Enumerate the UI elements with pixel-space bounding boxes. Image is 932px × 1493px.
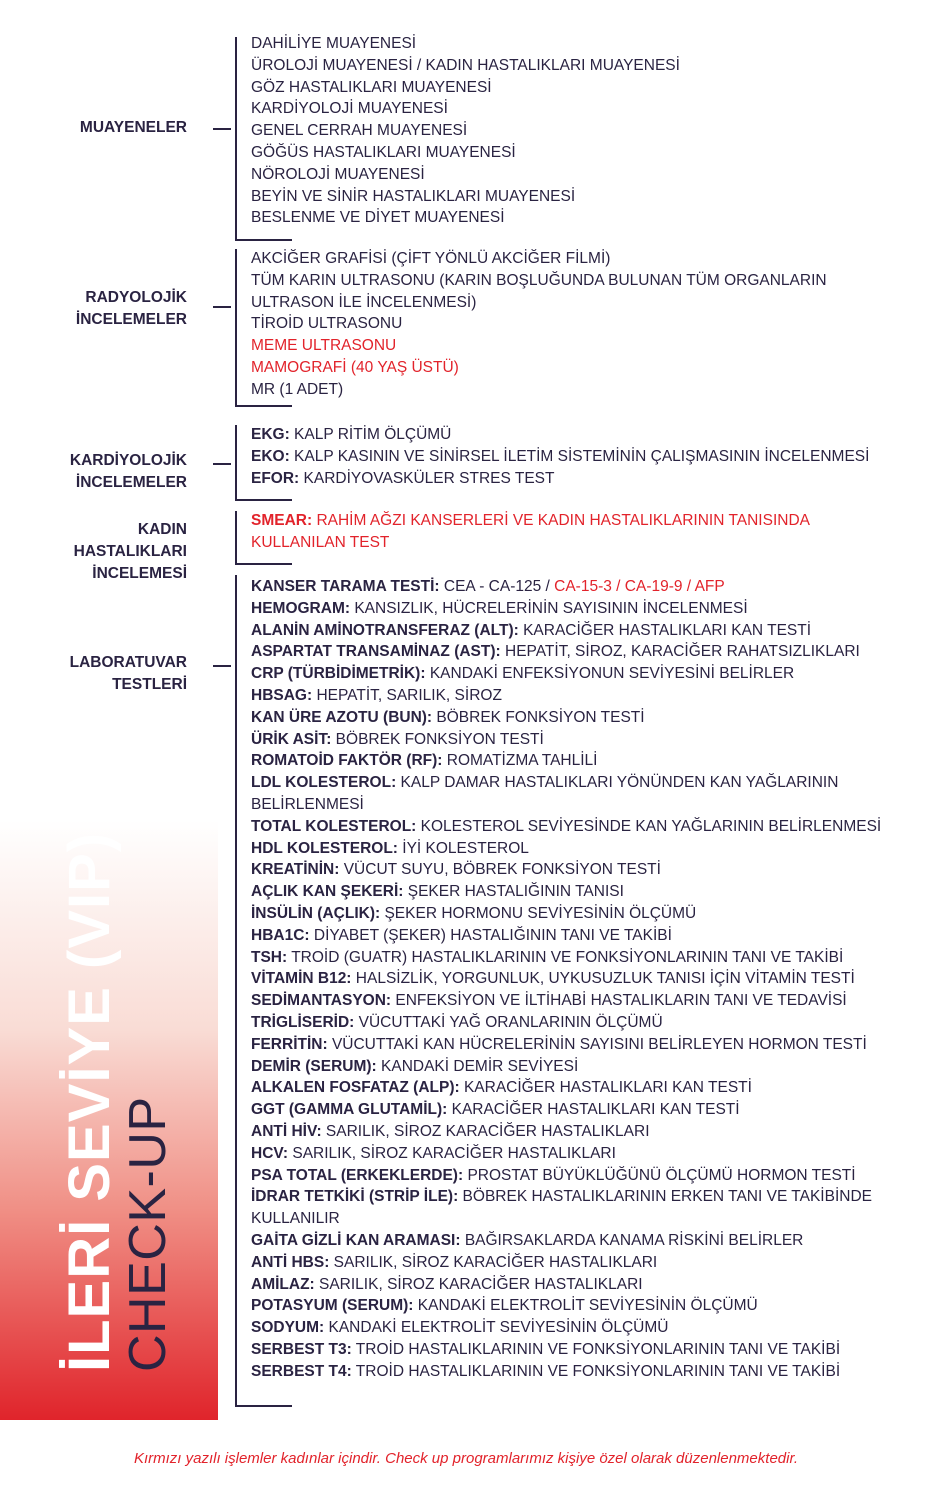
- item-desc: ŞEKER HORMONU SEVİYESİNİN ÖLÇÜMÜ: [380, 904, 697, 922]
- item-term: HCV:: [251, 1144, 289, 1162]
- list-item: [251, 816, 921, 838]
- item-desc: BAĞIRSAKLARDA KANAMA RİSKİNİ BELİRLER: [460, 1231, 804, 1249]
- item-desc: BÖBREK FONKSİYON TESTİ: [331, 730, 544, 748]
- list-item-women: MEME ULTRASONU: [251, 337, 397, 355]
- list-item: [251, 947, 921, 969]
- list-item: BESLENME VE DİYET MUAYENESİ: [251, 209, 505, 227]
- section-label-kardiyoloji: KARDİYOLOJİK İNCELEMELER: [69, 452, 187, 491]
- item-desc: KARACİĞER HASTALIKLARI KAN TESTİ: [447, 1101, 740, 1119]
- item-term: İNSÜLİN (AÇLIK):: [251, 904, 381, 922]
- list-item: [251, 1274, 921, 1296]
- list-item: [251, 1034, 921, 1056]
- item-term: TOTAL KOLESTEROL:: [251, 817, 417, 835]
- banner-title: İLERİ SEVİYE (VIP): [57, 831, 122, 1372]
- item-term: AMİLAZ:: [251, 1275, 315, 1293]
- list-item: [251, 903, 921, 925]
- item-desc: KARACİĞER HASTALIKLARI KAN TESTİ: [459, 1079, 752, 1097]
- list-item: GÖĞÜS HASTALIKLARI MUAYENESİ: [251, 143, 516, 161]
- item-term: TSH:: [251, 948, 288, 966]
- list-item: [251, 1230, 921, 1252]
- list-item-women: MAMOGRAFİ (40 YAŞ ÜSTÜ): [251, 358, 459, 376]
- bracket: [235, 425, 237, 501]
- connector: [213, 128, 231, 130]
- item-term: SEDİMANTASYON:: [251, 992, 392, 1010]
- item-term: POTASYUM (SERUM):: [251, 1297, 414, 1315]
- list-item: [251, 685, 921, 707]
- bracket-end: [235, 405, 292, 407]
- item-desc: SARILIK, SİROZ KARACİĞER HASTALIKLARI: [314, 1275, 643, 1293]
- list-item: ÜROLOJİ MUAYENESİ / KADIN HASTALIKLARI MUAYENESİ: [251, 56, 680, 74]
- item-term: ALKALEN FOSFATAZ (ALP):: [251, 1079, 460, 1097]
- item-term: KAN ÜRE AZOTU (BUN):: [251, 708, 433, 726]
- list-item: [251, 1252, 921, 1274]
- item-term: VİTAMİN B12:: [251, 970, 352, 988]
- item-desc: KANSIZLIK, HÜCRELERİNİN SAYISININ İNCELENMESİ: [350, 599, 748, 617]
- item-desc: KALP DAMAR HASTALIKLARI YÖNÜNDEN KAN YAĞLARININ BELİRLENMESİ: [251, 774, 839, 813]
- section-label-kadin: KADIN HASTALIKLARI İNCELEMESİ: [73, 521, 187, 582]
- item-term: AÇLIK KAN ŞEKERİ:: [251, 883, 404, 901]
- bracket: [235, 249, 237, 407]
- item-desc: TROİD HASTALIKLARININ VE FONKSİYONLARININ TANI VE TAKİBİ: [351, 1362, 841, 1380]
- list-item: [251, 707, 921, 729]
- item-desc: İYİ KOLESTEROL: [397, 839, 529, 857]
- item-desc: VÜCUTTAKİ YAĞ ORANLARININ ÖLÇÜMÜ: [354, 1013, 663, 1031]
- list-item: MR (1 ADET): [251, 380, 344, 398]
- list-radyoloji: [251, 248, 921, 401]
- list-item: GENEL CERRAH MUAYENESİ: [251, 122, 468, 140]
- item-desc: KOLESTEROL SEVİYESİNDE KAN YAĞLARININ BELİRLENMESİ: [416, 817, 882, 835]
- item-desc: SARILIK, SİROZ KARACİĞER HASTALIKLARI: [288, 1144, 616, 1162]
- item-desc: ROMATİZMA TAHLİLİ: [442, 752, 598, 770]
- item-desc: ENFEKSİYON VE İLTİHABİ HASTALIKLARIN TANI VE TEDAVİSİ: [391, 992, 847, 1010]
- item-term: ÜRİK ASİT:: [251, 730, 332, 748]
- item-term: EKO:: [251, 447, 290, 465]
- item-term: FERRİTİN:: [251, 1035, 328, 1053]
- list-item: [251, 925, 921, 947]
- list-item: GÖZ HASTALIKLARI MUAYENESİ: [251, 78, 492, 96]
- item-desc: KARDİYOVASKÜLER STRES TEST: [299, 469, 555, 487]
- list-item: [251, 1186, 921, 1230]
- item-term: KREATİNİN:: [251, 861, 340, 879]
- list-item: [251, 750, 921, 772]
- item-desc: BÖBREK FONKSİYON TESTİ: [432, 708, 645, 726]
- item-desc: HALSİZLİK, YORGUNLUK, UYKUSUZLUK TANISI İÇİN VİTAMİN TESTİ: [351, 970, 855, 988]
- item-desc: TROİD (GUATR) HASTALIKLARININ VE FONKSİYONLARININ TANI VE TAKİBİ: [287, 948, 844, 966]
- list-item: TİROİD ULTRASONU: [251, 315, 403, 333]
- item-term: ANTİ HİV:: [251, 1122, 322, 1140]
- item-term: EFOR:: [251, 469, 300, 487]
- list-item: BEYİN VE SİNİR HASTALIKLARI MUAYENESİ: [251, 187, 576, 205]
- list-item: TÜM KARIN ULTRASONU (KARIN BOŞLUĞUNDA BULUNAN TÜM ORGANLARIN ULTRASON İLE İNCELENMESİ): [251, 271, 827, 311]
- list-muayeneler: [251, 33, 921, 229]
- list-item: [251, 468, 921, 490]
- list-item-cancer-screening: [251, 576, 921, 598]
- item-term: TRİGLİSERİD:: [251, 1013, 355, 1031]
- item-term: GGT (GAMMA GLUTAMİL):: [251, 1101, 448, 1119]
- banner-subtitle: CHECK-UP: [119, 1096, 177, 1372]
- item-desc: CEA - CA-125 /: [439, 578, 550, 595]
- list-item: [251, 1295, 921, 1317]
- list-item: [251, 1143, 921, 1165]
- item-desc: HEPATİT, SİROZ, KARACİĞER RAHATSIZLIKLARI: [500, 643, 860, 661]
- item-desc: SARILIK, SİROZ KARACİĞER HASTALIKLARI: [321, 1122, 650, 1140]
- list-item: [251, 1317, 921, 1339]
- item-term: GAİTA GİZLİ KAN ARAMASI:: [251, 1231, 461, 1249]
- item-desc-women: CA-15-3 / CA-19-9 / AFP: [549, 578, 725, 595]
- list-laboratuvar: [251, 576, 921, 1382]
- list-item: [251, 598, 921, 620]
- item-term: HBSAG:: [251, 686, 313, 704]
- item-term: SMEAR:: [251, 512, 313, 529]
- list-kardiyoloji: [251, 424, 921, 489]
- list-item: [251, 838, 921, 860]
- list-item: [251, 1339, 921, 1361]
- item-desc: KARACİĞER HASTALIKLARI KAN TESTİ: [518, 621, 812, 639]
- list-item: [251, 663, 921, 685]
- item-term: CRP (TÜRBİDİMETRİK):: [251, 665, 426, 683]
- item-term: SODYUM:: [251, 1319, 325, 1337]
- item-desc: KALP KASININ VE SİNİRSEL İLETİM SİSTEMİNİN ÇALIŞMASININ İNCELENMESİ: [289, 447, 870, 465]
- item-term: ANTİ HBS:: [251, 1253, 330, 1271]
- section-label-radyoloji: RADYOLOJİK İNCELEMELER: [75, 289, 187, 328]
- list-item: DAHİLİYE MUAYENESİ: [251, 35, 417, 52]
- item-desc: BÖBREK HASTALIKLARININ ERKEN TANI VE TAKİBİNDE KULLANILIR: [251, 1188, 872, 1228]
- list-item: KARDİYOLOJİ MUAYENESİ: [251, 100, 448, 118]
- connector: [213, 463, 231, 465]
- side-banner-text: [0, 790, 218, 1390]
- item-desc: KANDAKİ ENFEKSİYONUN SEVİYESİNİ BELİRLER: [425, 665, 795, 683]
- list-item-women: [251, 510, 861, 554]
- bracket-end: [235, 239, 292, 241]
- item-term: SERBEST T3:: [251, 1340, 352, 1358]
- item-term: KANSER TARAMA TESTİ:: [251, 578, 440, 595]
- list-item: [251, 1165, 921, 1187]
- bracket-end: [235, 1405, 292, 1407]
- bracket: [235, 37, 237, 241]
- item-term: HEMOGRAM:: [251, 599, 351, 617]
- list-item: [251, 424, 921, 446]
- item-desc: VÜCUTTAKİ KAN HÜCRELERİNİN SAYISINI BELİRLEYEN HORMON TESTİ: [327, 1035, 867, 1053]
- item-desc: KANDAKİ ELEKTROLİT SEVİYESİNİN ÖLÇÜMÜ: [324, 1319, 669, 1337]
- item-term: DEMİR (SERUM):: [251, 1057, 377, 1075]
- list-item: [251, 1077, 921, 1099]
- section-label-muayeneler: MUAYENELER: [79, 119, 187, 136]
- list-item: [251, 729, 921, 751]
- item-term: LDL KOLESTEROL:: [251, 774, 397, 792]
- list-item: [251, 1099, 921, 1121]
- item-term: SERBEST T4:: [251, 1362, 352, 1380]
- section-label-laboratuvar: LABORATUVAR TESTLERİ: [69, 654, 187, 693]
- item-term: HBA1C:: [251, 926, 310, 944]
- list-item: [251, 1056, 921, 1078]
- connector: [213, 665, 231, 667]
- item-desc: PROSTAT BÜYÜKLÜĞÜNÜ ÖLÇÜMÜ HORMON TESTİ: [463, 1166, 856, 1184]
- bracket-end: [235, 499, 292, 501]
- list-item: [251, 990, 921, 1012]
- item-term: ALANİN AMİNOTRANSFERAZ (ALT):: [251, 621, 519, 639]
- item-term: İDRAR TETKİKİ (STRİP İLE):: [251, 1188, 459, 1206]
- item-term: ASPARTAT TRANSAMİNAZ (AST):: [251, 643, 501, 661]
- list-item: [251, 881, 921, 903]
- list-kadin: [251, 510, 921, 554]
- list-item: [251, 859, 921, 881]
- list-item: [251, 1121, 921, 1143]
- connector: [213, 306, 231, 308]
- list-item: [251, 1012, 921, 1034]
- item-desc: VÜCUT SUYU, BÖBREK FONKSİYON TESTİ: [339, 861, 661, 879]
- item-desc: SARILIK, SİROZ KARACİĞER HASTALIKLARI: [329, 1253, 658, 1271]
- footer-note: Kırmızı yazılı işlemler kadınlar içindir. Check up programlarımız kişiye özel olarak düzenlenmektedir.: [133, 1450, 799, 1467]
- bracket-end: [235, 563, 292, 565]
- lab-items: [251, 598, 921, 1383]
- item-desc: ŞEKER HASTALIĞININ TANISI: [403, 883, 624, 901]
- item-desc: KANDAKİ DEMİR SEVİYESİ: [376, 1057, 579, 1075]
- item-desc: KANDAKİ ELEKTROLİT SEVİYESİNİN ÖLÇÜMÜ: [413, 1297, 758, 1315]
- item-term: EKG:: [251, 426, 290, 443]
- item-desc: HEPATİT, SARILIK, SİROZ: [312, 686, 502, 704]
- item-term: HDL KOLESTEROL:: [251, 839, 398, 857]
- item-term: PSA TOTAL (ERKEKLERDE):: [251, 1166, 464, 1184]
- list-item: [251, 620, 921, 642]
- list-item: NÖROLOJİ MUAYENESİ: [251, 165, 425, 183]
- bracket: [235, 511, 237, 565]
- list-item: [251, 772, 891, 816]
- item-desc: TROİD HASTALIKLARININ VE FONKSİYONLARININ TANI VE TAKİBİ: [351, 1340, 841, 1358]
- list-item: [251, 968, 921, 990]
- item-term: ROMATOİD FAKTÖR (RF):: [251, 752, 443, 770]
- bracket: [235, 575, 237, 1407]
- list-item: AKCİĞER GRAFİSİ (ÇİFT YÖNLÜ AKCİĞER FİLMİ): [251, 250, 611, 267]
- list-item: [251, 641, 921, 663]
- item-desc: RAHİM AĞZI KANSERLERİ VE KADIN HASTALIKLARININ TANISINDA KULLANILAN TEST: [251, 512, 810, 551]
- list-item: [251, 1361, 921, 1383]
- item-desc: DİYABET (ŞEKER) HASTALIĞININ TANI VE TAKİBİ: [309, 926, 672, 944]
- item-desc: KALP RİTİM ÖLÇÜMÜ: [289, 426, 452, 443]
- list-item: [251, 446, 921, 468]
